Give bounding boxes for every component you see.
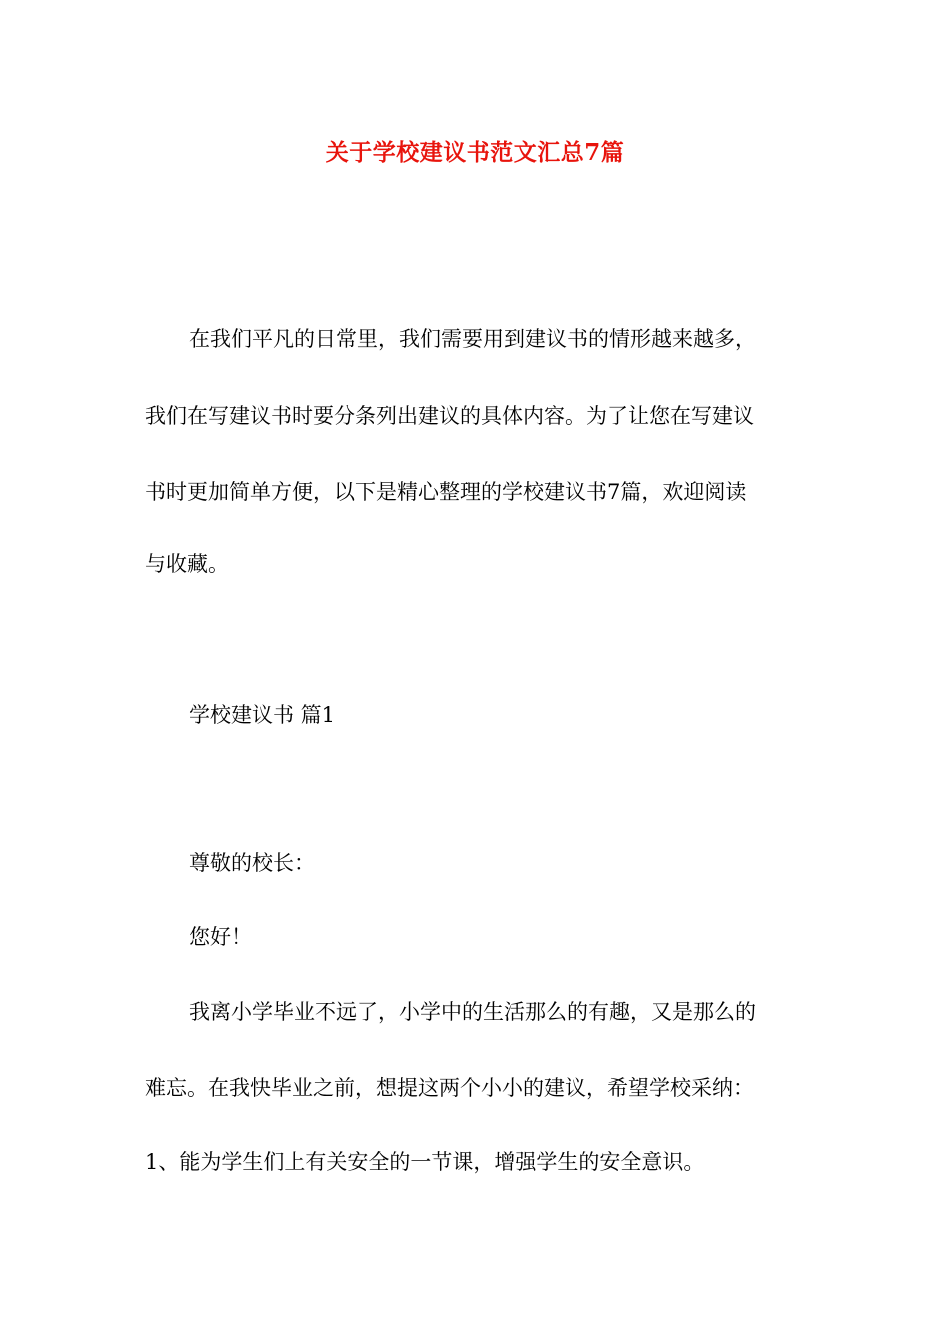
intro-paragraph-line-4: 与收藏。 bbox=[145, 552, 229, 576]
body-list-item-1: 1、能为学生们上有关安全的一节课，增强学生的安全意识。 bbox=[145, 1150, 705, 1174]
intro-paragraph-line-3: 书时更加简单方便，以下是精心整理的学校建议书7篇，欢迎阅读 bbox=[145, 480, 747, 504]
letter-greeting: 您好！ bbox=[189, 925, 252, 949]
document-title: 关于学校建议书范文汇总7篇 bbox=[325, 139, 625, 166]
body-paragraph-line-2: 难忘。在我快毕业之前，想提这两个小小的建议，希望学校采纳： bbox=[145, 1076, 754, 1100]
intro-paragraph-line-1: 在我们平凡的日常里，我们需要用到建议书的情形越来越多， bbox=[189, 327, 756, 351]
letter-salutation: 尊敬的校长： bbox=[189, 851, 315, 875]
body-paragraph-line-1: 我离小学毕业不远了，小学中的生活那么的有趣，又是那么的 bbox=[189, 1000, 756, 1024]
section-heading: 学校建议书 篇1 bbox=[189, 703, 336, 727]
intro-paragraph-line-2: 我们在写建议书时要分条列出建议的具体内容。为了让您在写建议 bbox=[145, 404, 754, 428]
